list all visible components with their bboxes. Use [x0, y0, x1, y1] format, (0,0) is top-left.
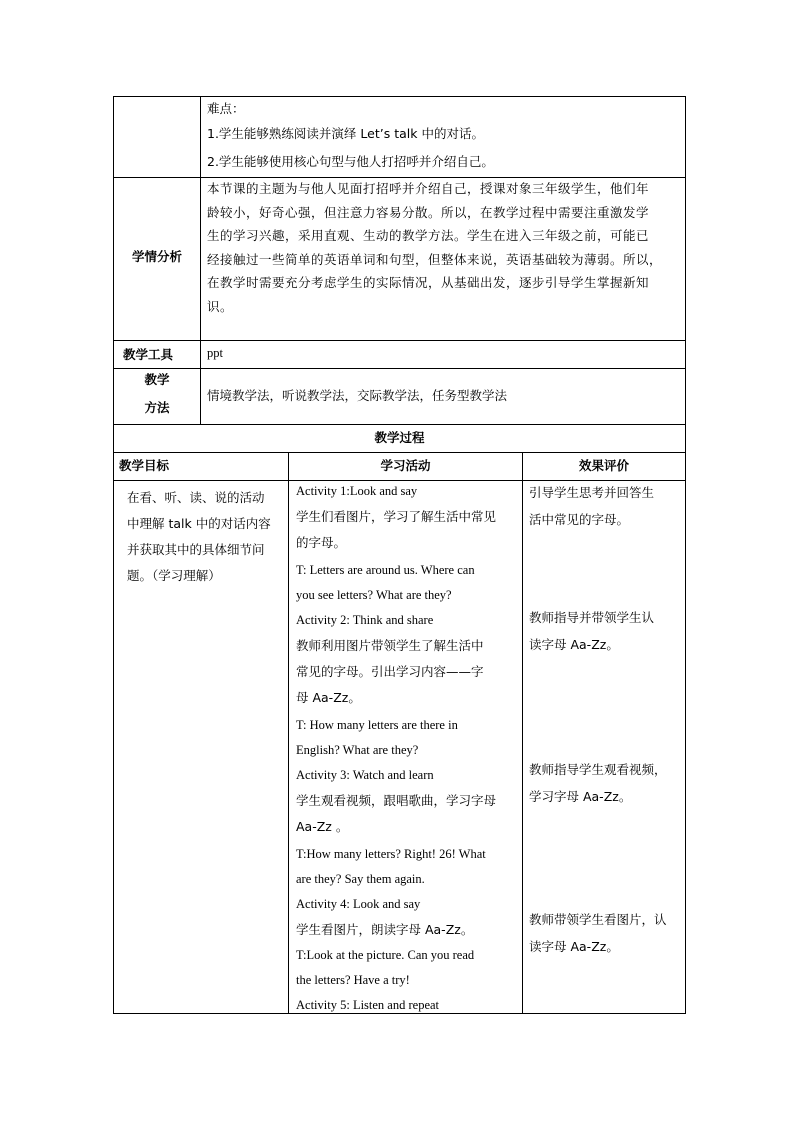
- methods-label: [114, 371, 200, 417]
- evaluation-line: 教师带领学生看图片，认: [529, 912, 667, 927]
- teacher-line: T:Look at the picture. Can you read: [296, 948, 475, 962]
- goal-line: 题。（学习理解）: [127, 568, 221, 583]
- activity-description: 教师利用图片带领学生了解生活中: [296, 638, 484, 653]
- tools-value: ppt: [207, 346, 223, 360]
- process-title: 教学过程: [374, 430, 425, 445]
- activity-description: 母 Aa-Zz。: [296, 690, 361, 705]
- activity-description: 学生观看视频，跟唱歌曲，学习字母: [296, 793, 497, 808]
- goal-line: 中理解 talk 中的对话内容: [127, 516, 271, 531]
- tools-label: 教学工具: [122, 347, 173, 362]
- header-activity: 学习活动: [380, 458, 431, 473]
- analysis-line: 在教学时需要充分考虑学生的实际情况，从基础出发，逐步引导学生掌握新知: [207, 275, 650, 290]
- teacher-line: T: Letters are around us. Where can: [296, 563, 475, 577]
- process-column-divider: [288, 452, 289, 1013]
- goal-line: 并获取其中的具体细节问: [127, 542, 265, 557]
- evaluation-line: 读字母 Aa-Zz。: [529, 939, 619, 954]
- teacher-line: English? What are they?: [296, 743, 419, 757]
- activity-title: Activity 5: Listen and repeat: [296, 998, 440, 1012]
- evaluation-2: [529, 604, 683, 658]
- activity-title: Activity 2: Think and share: [296, 613, 434, 627]
- difficulty-point: 1.学生能够熟练阅读并演绎 Let’s talk 中的对话。: [207, 126, 484, 141]
- teacher-line: T:How many letters? Right! 26! What: [296, 847, 486, 861]
- evaluation-3: [529, 756, 683, 810]
- methods-label-line: 教学: [144, 372, 170, 387]
- activity-description: 学生看图片，朗读字母 Aa-Zz。: [296, 922, 474, 937]
- methods-value: 情境教学法，听说教学法，交际教学法，任务型教学法: [207, 388, 508, 403]
- evaluation-1: [529, 479, 683, 533]
- evaluation-line: 教师指导学生观看视频，: [529, 762, 667, 777]
- difficulty-point: 2.学生能够使用核心句型与他人打招呼并介绍自己。: [207, 154, 494, 169]
- analysis-line: 识。: [207, 298, 234, 314]
- activity-description: 学生们看图片，学习了解生活中常见: [296, 509, 497, 524]
- activity-title: Activity 1:Look and say: [296, 484, 418, 498]
- evaluation-line: 引导学生思考并回答生: [529, 485, 655, 500]
- label-column-divider: [200, 96, 201, 424]
- activities-column: [296, 479, 521, 1018]
- evaluation-line: 教师指导并带领学生认: [529, 610, 655, 625]
- header-goal: 教学目标: [119, 458, 170, 473]
- evaluation-4: [529, 906, 683, 960]
- teacher-line: you see letters? What are they?: [296, 588, 452, 602]
- table-divider: [113, 368, 686, 369]
- teacher-line: T: How many letters are there in: [296, 718, 458, 732]
- table-divider: [113, 424, 686, 425]
- header-evaluation: 效果评价: [578, 458, 629, 473]
- teacher-line: are they? Say them again.: [296, 872, 425, 886]
- methods-label-line: 方法: [144, 400, 170, 415]
- difficulty-cell: [207, 97, 682, 176]
- table-divider: [113, 452, 686, 453]
- goal-text: [127, 485, 285, 589]
- analysis-line: 经接触过一些简单的英语单词和句型，但整体来说，英语基础较为薄弱。所以，: [207, 251, 663, 267]
- process-column-divider: [522, 452, 523, 1013]
- analysis-line: 生的学习兴趣，采用直观、生动的教学方法。学生在进入三年级之前，可能已: [207, 228, 650, 243]
- goal-line: 在看、听、读、说的活动: [127, 490, 265, 505]
- activity-description: 常见的字母。引出学习内容——字: [296, 664, 484, 679]
- teacher-line: the letters? Have a try!: [296, 973, 410, 987]
- evaluation-line: 学习字母 Aa-Zz。: [529, 789, 632, 804]
- activity-title: Activity 3: Watch and learn: [296, 768, 434, 782]
- table-divider: [113, 340, 686, 341]
- activity-description: Aa-Zz 。: [296, 819, 349, 834]
- learner-analysis-text: [207, 177, 683, 318]
- learner-analysis-label: 学情分析: [131, 249, 182, 264]
- evaluation-line: 活中常见的字母。: [529, 512, 630, 527]
- evaluation-line: 读字母 Aa-Zz。: [529, 637, 619, 652]
- activity-title: Activity 4: Look and say: [296, 897, 421, 911]
- difficulty-heading: 难点：: [207, 101, 245, 116]
- activity-description: 的字母。: [296, 535, 347, 550]
- table-border-right: [685, 96, 686, 1014]
- table-border-left: [113, 96, 114, 1014]
- analysis-line: 龄较小，好奇心强，但注意力容易分散。所以，在教学过程中需要注重激发学: [207, 204, 650, 220]
- analysis-line: 本节课的主题为与他人见面打招呼并介绍自己，授课对象三年级学生，他们年: [207, 181, 650, 196]
